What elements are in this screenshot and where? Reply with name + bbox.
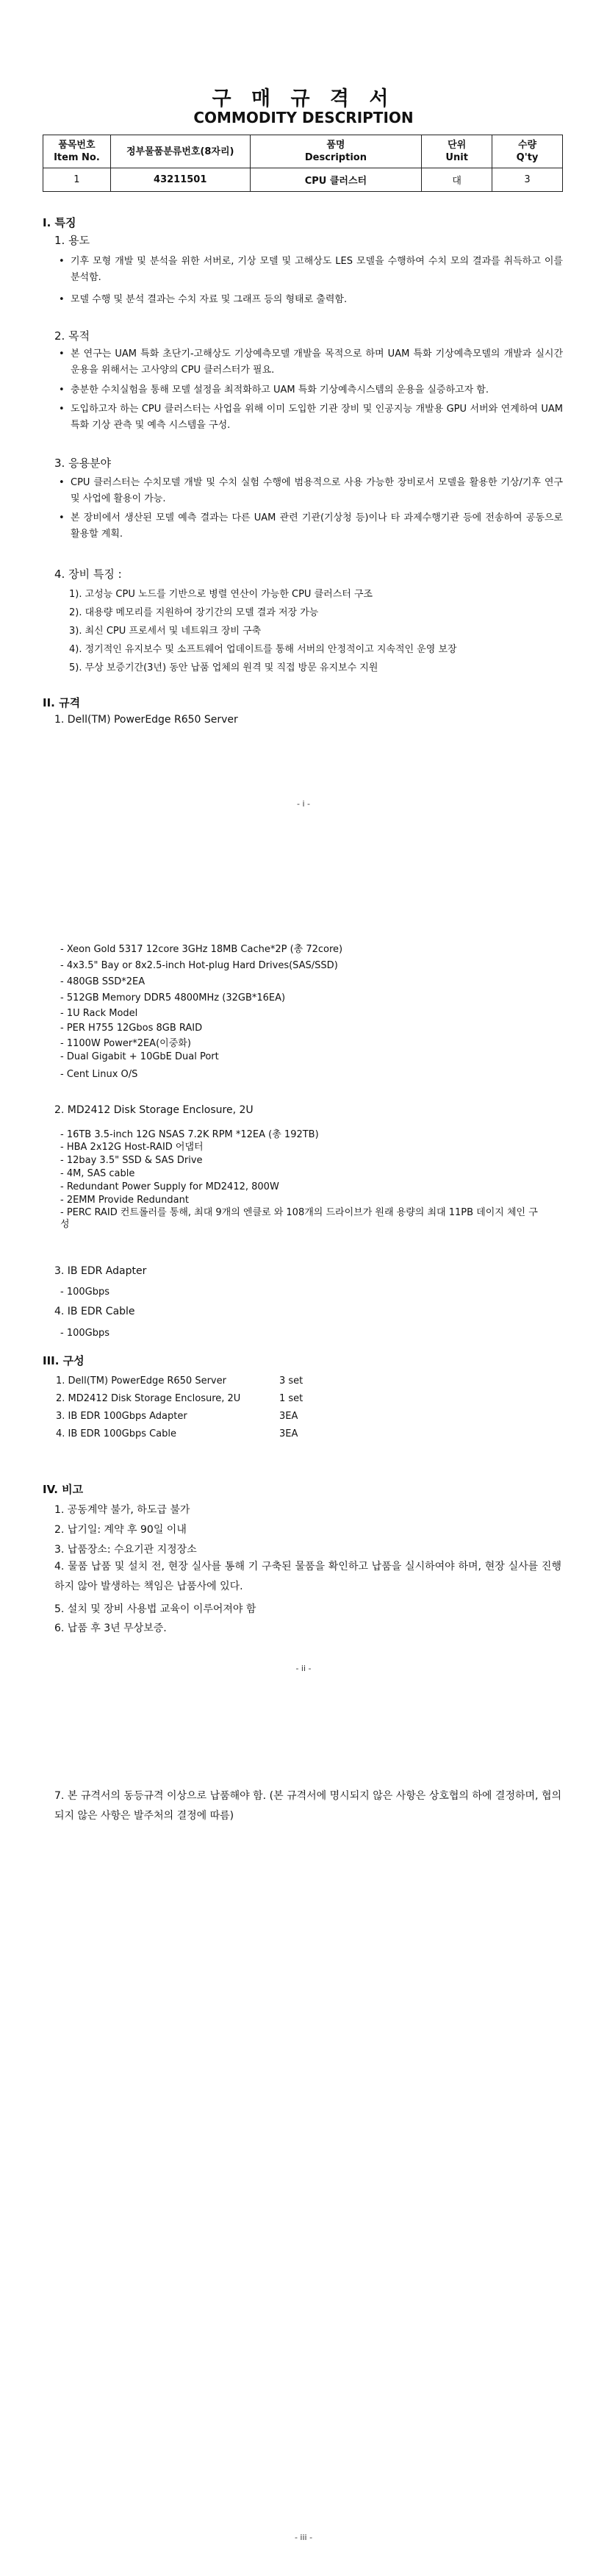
spec-line: - 1100W Power*2EA(이중화) [60,1038,191,1049]
spec-line: - 12bay 3.5" SSD & SAS Drive [60,1155,203,1166]
spec-item-4-title: 4. IB EDR Cable [54,1306,135,1317]
cell-description: CPU 클러스터 [250,168,422,192]
section-1-heading: I. 특징 [43,216,76,229]
spec-line: - 1U Rack Model [60,1008,138,1019]
page-3 [0,1772,607,2576]
page-number: - iii - [294,2533,313,2542]
header-qty: 수량 Q'ty [492,135,563,168]
sub-2-title: 2. 목적 [54,329,90,343]
header-classification-no: 정부물품분류번호(8자리) [110,135,250,168]
table-row [43,168,563,192]
spec-line: - Dual Gigabit + 10GbE Dual Port [60,1051,219,1062]
spec-line: - Xeon Gold 5317 12core 3GHz 18MB Cache*2P (총 72core) [60,944,343,955]
component-qty: 3EA [279,1428,298,1439]
component-name: 4. IB EDR 100Gbps Cable [56,1428,177,1439]
spec-line: - PER H755 12Gbos 8GB RAID [60,1023,203,1034]
bullet-item: • 본 연구는 UAM 특화 초단기-고해상도 기상예측모델 개발을 목적으로 하며 UAM 특화 기상예측모델의 개발과 실시간 운용을 위해서는 고사양의 CPU 클러스터가 필요. [71,346,563,379]
page-1 [0,0,607,912]
remark-item: 5. 설치 및 장비 사용법 교육이 이루어져야 함 [54,1603,256,1615]
spec-line: - PERC RAID 컨트롤러를 통해, 최대 9개의 엔클로 와 108개의 드라이브가 원래 용량의 최대 11PB 데이지 체인 구성 [60,1207,538,1230]
sub-1-title: 1. 용도 [54,234,90,247]
document-title-korean: 구 매 규 격 서 [212,87,395,110]
remark-item: 4. 물품 납품 및 설치 전, 현장 실사를 통해 기 구축된 물품을 확인하고 납품을 실시하여야 하며, 현장 실사를 진행하지 않아 발생하는 책임은 납품사에 있다. [54,1561,561,1592]
spec-item-1-title: 1. Dell(TM) PowerEdge R650 Server [54,714,238,726]
component-qty: 1 set [279,1393,304,1404]
bullet-item: • 도입하고자 하는 CPU 클러스터는 사업을 위해 이미 도입한 기관 장비 및 인공지능 개발용 GPU 서버와 연계하여 UAM 특화 기상 관측 및 예측 시스템을 구성. [71,401,563,434]
spec-line: - 16TB 3.5-inch 12G NSAS 7.2K RPM *12EA (총 192TB) [60,1129,319,1140]
spec-item-2-title: 2. MD2412 Disk Storage Enclosure, 2U [54,1104,254,1116]
section-3-heading: III. 구성 [43,1354,85,1367]
spec-line: - Cent Linux O/S [60,1069,138,1080]
page-number: - i - [297,799,310,809]
feature-item: 2). 대용량 메모리를 지원하여 장기간의 모델 결과 저장 가능 [69,607,319,618]
component-name: 3. IB EDR 100Gbps Adapter [56,1411,187,1422]
sub-4-title: 4. 장비 특징 : [54,568,122,581]
table-header-row [43,135,563,168]
remark-item: 2. 납기일: 계약 후 90일 이내 [54,1524,187,1536]
bullet-item: • 기후 모형 개발 및 분석을 위한 서버로, 기상 모델 및 고해상도 LES 모델을 수행하여 수치 모의 결과를 취득하고 이를 분석함. [71,254,563,286]
component-qty: 3 set [279,1375,304,1387]
remark-item: 6. 납품 후 3년 무상보증. [54,1622,167,1634]
cell-classification-no: 43211501 [110,168,250,192]
bullet-item: • 모델 수행 및 분석 결과는 수치 자료 및 그래프 등의 형태로 출력함. [71,292,563,308]
feature-item: 3). 최신 CPU 프로세서 및 네트워크 장비 구축 [69,626,262,637]
page-2 [0,912,607,1772]
cell-unit: 대 [422,168,492,192]
spec-line: - HBA 2x12G Host-RAID 어댑터 [60,1142,204,1153]
bullet-item: • 충분한 수치실험을 통해 모델 설정을 최적화하고 UAM 특화 기상예측시스템의 운용을 실증하고자 함. [71,382,563,398]
spec-line: - 4M, SAS cable [60,1168,135,1179]
document-title-english: COMMODITY DESCRIPTION [193,109,414,126]
bullet-item: • 본 장비에서 생산된 모델 예측 결과는 다른 UAM 관련 기관(기상청 등)이나 타 과제수행기관 등에 전송하여 공동으로 활용할 계획. [71,510,563,543]
spec-line: - 480GB SSD*2EA [60,976,146,987]
feature-item: 5). 무상 보증기간(3년) 동안 납품 업체의 원격 및 직접 방문 유지보수 지원 [69,662,378,673]
spec-item-3-title: 3. IB EDR Adapter [54,1265,147,1277]
component-qty: 3EA [279,1411,298,1422]
header-item-no: 품목번호 Item No. [43,135,111,168]
remark-item: 3. 납품장소: 수요기관 지정장소 [54,1544,197,1556]
component-name: 2. MD2412 Disk Storage Enclosure, 2U [56,1393,241,1404]
remark-item: 7. 본 규격서의 동등규격 이상으로 납품해야 함. (본 규격서에 명시되지 않은 사항은 상호협의 하에 결정하며, 협의되지 않은 사항은 발주처의 결정에 따름) [54,1790,561,1822]
cell-item-no: 1 [43,168,111,192]
cell-qty: 3 [492,168,563,192]
spec-line: - 100Gbps [60,1287,109,1298]
remark-item: 1. 공동계약 불가, 하도급 불가 [54,1504,190,1516]
feature-item: 1). 고성능 CPU 노드를 기반으로 병렬 연산이 가능한 CPU 클러스터 구조 [69,589,373,600]
sub-3-title: 3. 응용분야 [54,457,112,470]
spec-line: - 100Gbps [60,1328,109,1339]
bullet-item: • CPU 클러스터는 수치모델 개발 및 수치 실험 수행에 범용적으로 사용 가능한 장비로서 모델을 활용한 기상/기후 연구 및 사업에 활용이 가능. [71,475,563,507]
spec-line: - 4x3.5" Bay or 8x2.5-inch Hot-plug Hard Drives(SAS/SSD) [60,960,338,971]
spec-line: - 512GB Memory DDR5 4800MHz (32GB*16EA) [60,992,286,1003]
header-description: 품명 Description [250,135,422,168]
header-unit: 단위 Unit [422,135,492,168]
page-number: - ii - [295,1664,312,1673]
feature-item: 4). 정기적인 유지보수 및 소프트웨어 업데이트를 통해 서버의 안정적이고 지속적인 운영 보장 [69,644,457,655]
commodity-table [43,135,563,192]
spec-line: - 2EMM Provide Redundant [60,1195,189,1206]
spec-line: - Redundant Power Supply for MD2412, 800W [60,1181,279,1192]
section-4-heading: IV. 비고 [43,1483,84,1496]
section-2-heading: II. 규격 [43,696,81,709]
component-name: 1. Dell(TM) PowerEdge R650 Server [56,1375,226,1387]
